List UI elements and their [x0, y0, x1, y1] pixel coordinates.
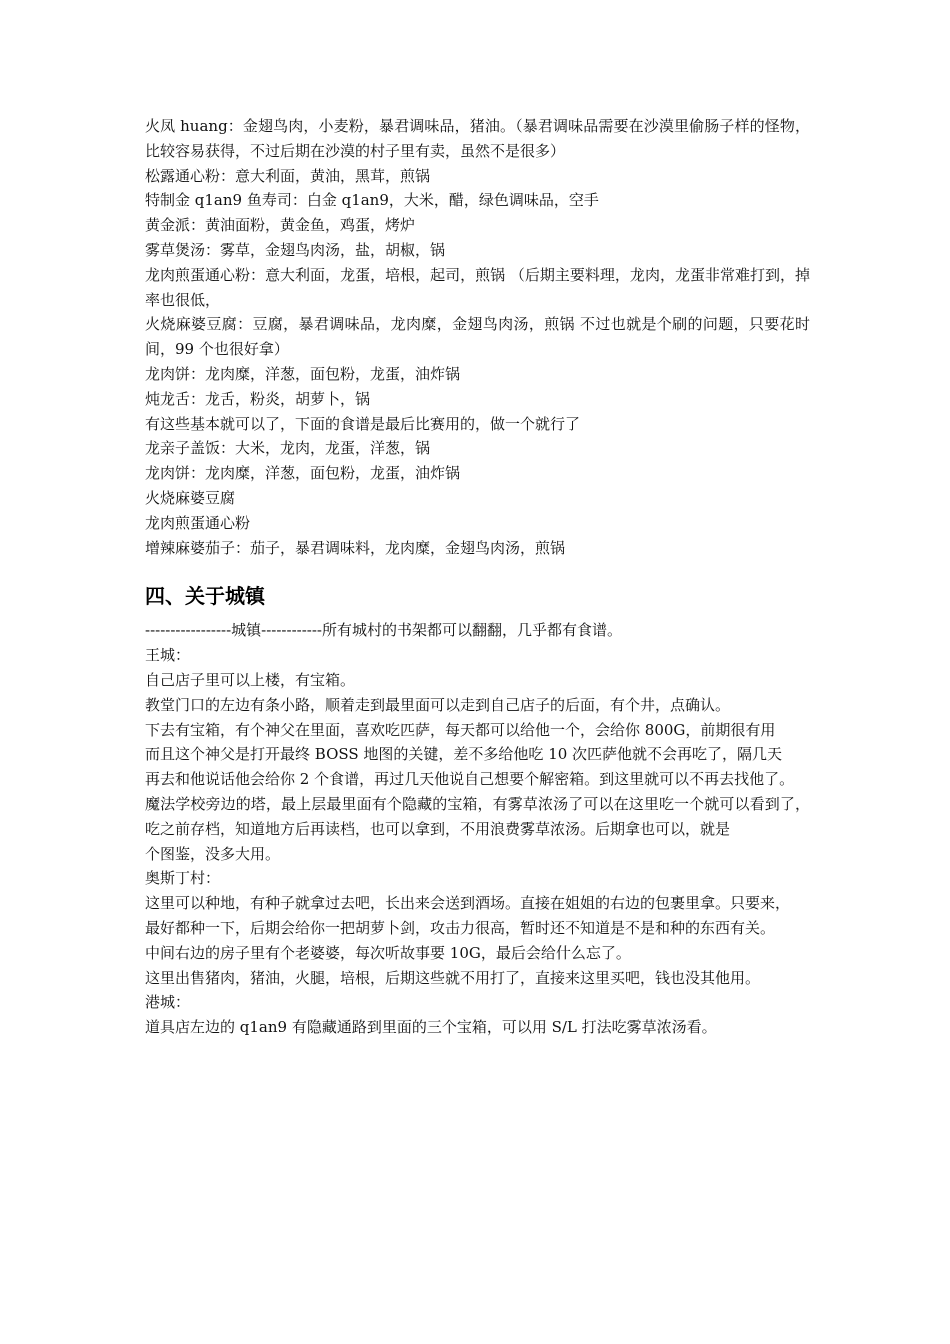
recipe-line: 火烧麻婆豆腐：豆腐，暴君调味品，龙肉糜，金翅鸟肉汤，煎锅 不过也就是个刷的问题，只要花时间，99 个也很好拿）	[145, 315, 810, 359]
recipe-line: 火凤 huang：金翅鸟肉，小麦粉，暴君调味品，猪油。（暴君调味品需要在沙漠里偷肠子样的怪物，比较容易获得，不过后期在沙漠的村子里有卖，虽然不是很多）	[145, 117, 810, 160]
recipe-line: 龙肉煎蛋通心粉：意大利面，龙蛋，培根，起司，煎锅 （后期主要料理，龙肉，龙蛋非常难打到，掉率也很低，	[145, 265, 810, 309]
town-line: 港城：	[145, 993, 191, 1012]
recipe-line: 龙肉饼：龙肉糜，洋葱，面包粉，龙蛋，油炸锅	[145, 464, 461, 483]
town-line: 再去和他说话他会给你 2 个食谱，再过几天他说自己想要个解密箱。到这里就可以不再去找他了。	[145, 770, 795, 789]
recipe-line: 有这些基本就可以了，下面的食谱是最后比赛用的，做一个就行了	[145, 414, 581, 433]
recipe-line: 龙肉饼：龙肉糜，洋葱，面包粉，龙蛋，油炸锅	[145, 364, 461, 383]
recipe-line: 黄金派：黄油面粉，黄金鱼，鸡蛋，烤炉	[145, 216, 416, 235]
recipe-list	[145, 114, 810, 560]
town-section	[145, 618, 810, 1040]
town-line: 奥斯丁村：	[145, 869, 221, 888]
recipe-line: 龙肉煎蛋通心粉	[145, 513, 251, 532]
recipe-line: 火烧麻婆豆腐	[145, 488, 236, 507]
town-line: 个图鉴，没多大用。	[145, 844, 281, 863]
recipe-line: 炖龙舌：龙舌，粉炎，胡萝卜，锅	[145, 389, 371, 408]
town-line: 教堂门口的左边有条小路，顺着走到最里面可以走到自己店子的后面，有个井，点确认。	[145, 695, 731, 714]
town-line: 而且这个神父是打开最终 BOSS 地图的关键，差不多给他吃 10 次匹萨他就不会再吃了，隔几天	[145, 745, 783, 764]
recipe-line: 松露通心粉：意大利面，黄油，黑茸，煎锅	[145, 166, 431, 185]
recipe-line: 增辣麻婆茄子：茄子，暴君调味料，龙肉糜，金翅鸟肉汤，煎锅	[145, 538, 566, 557]
town-line: 最好都种一下，后期会给你一把胡萝卜剑，攻击力很高，暂时还不知道是不是和种的东西有关。	[145, 918, 776, 937]
town-line: 这里可以种地，有种子就拿过去吧，长出来会送到酒场。直接在姐姐的右边的包裹里拿。只要来，	[145, 894, 791, 913]
town-line: 自己店子里可以上楼，有宝箱。	[145, 670, 356, 689]
town-line: 道具店左边的 q1an9 有隐藏通路到里面的三个宝箱，可以用 S/L 打法吃雾草浓汤看。	[145, 1018, 717, 1037]
town-line: 中间右边的房子里有个老婆婆，每次听故事要 10G，最后会给什么忘了。	[145, 943, 631, 962]
document-page	[145, 114, 810, 1040]
section-heading: 四、关于城镇	[145, 584, 265, 609]
town-line: 这里出售猪肉，猪油，火腿，培根，后期这些就不用打了，直接来这里买吧，钱也没其他用。	[145, 968, 761, 987]
recipe-line: 特制金 q1an9 鱼寿司：白金 q1an9，大米，醋，绿色调味品，空手	[145, 191, 599, 210]
recipe-line: 龙亲子盖饭：大米，龙肉，龙蛋，洋葱，锅	[145, 439, 431, 458]
town-line: -----------------城镇------------所有城村的书架都可以翻翻，几乎都有食谱。	[145, 621, 622, 640]
town-line: 魔法学校旁边的塔，最上层最里面有个隐藏的宝箱，有雾草浓汤了可以在这里吃一个就可以看到了，吃之前存档，知道地方后再读档，也可以拿到，不用浪费雾草浓汤。后期拿也可以，就是	[145, 794, 810, 838]
town-line: 下去有宝箱，有个神父在里面，喜欢吃匹萨，每天都可以给他一个，会给你 800G，前期很有用	[145, 720, 776, 739]
town-line: 王城：	[145, 646, 191, 665]
recipe-line: 雾草煲汤：雾草，金翅鸟肉汤，盐，胡椒，锅	[145, 240, 446, 259]
